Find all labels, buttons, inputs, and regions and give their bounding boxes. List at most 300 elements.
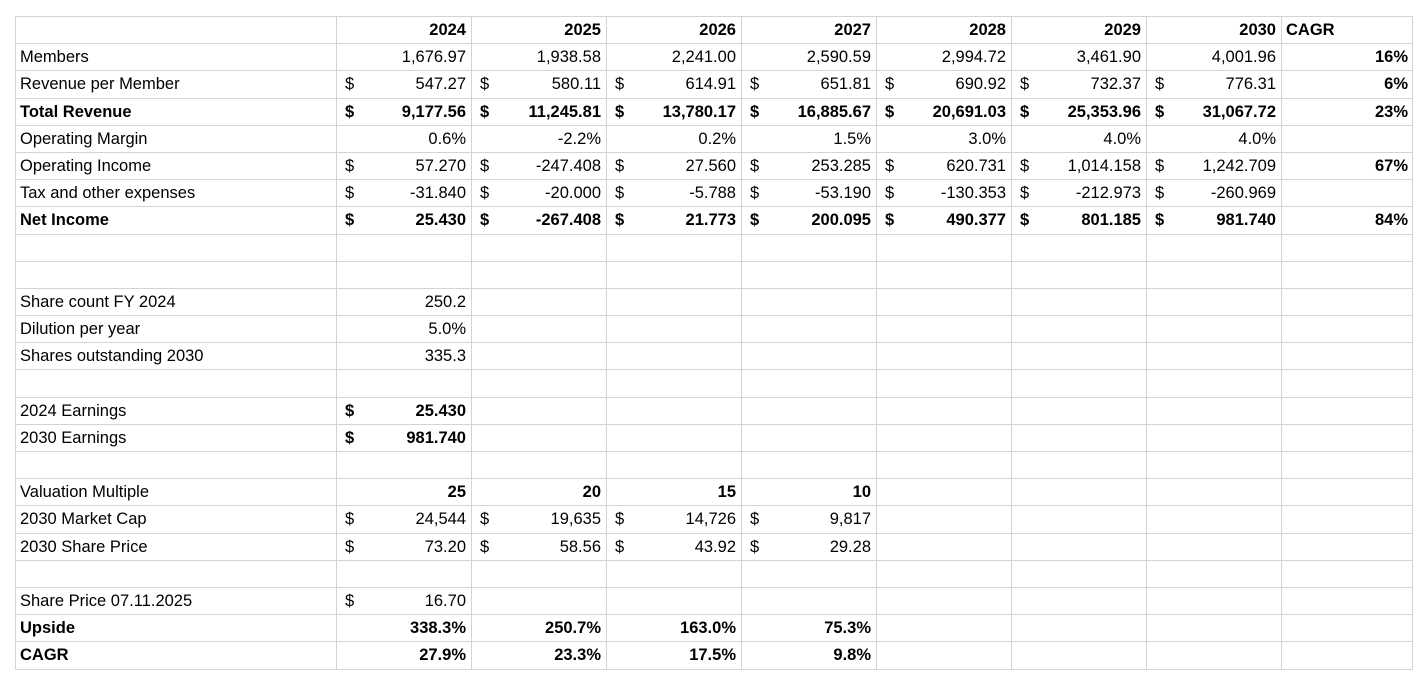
cagr-cell[interactable] xyxy=(1282,180,1413,207)
value-cell[interactable] xyxy=(877,234,1012,261)
value-cell[interactable] xyxy=(877,560,1012,587)
row-label-cell[interactable]: Operating Margin xyxy=(16,125,337,152)
value-cell[interactable] xyxy=(742,343,877,370)
value-cell[interactable] xyxy=(877,152,1012,179)
value-cell[interactable] xyxy=(1012,424,1147,451)
row-label-cell[interactable]: 2024 Earnings xyxy=(16,397,337,424)
value-cell[interactable] xyxy=(877,370,1012,397)
cell-value: 21.773 xyxy=(685,211,736,230)
value-cell[interactable] xyxy=(877,261,1012,288)
value-cell[interactable] xyxy=(607,316,742,343)
value-cell[interactable] xyxy=(337,424,472,451)
value-cell[interactable] xyxy=(472,44,607,71)
value-cell[interactable] xyxy=(472,316,607,343)
year-header-cell[interactable]: 2027 xyxy=(742,17,877,44)
value-cell[interactable] xyxy=(1147,533,1282,560)
value-cell[interactable] xyxy=(472,98,607,125)
row-label-cell[interactable]: Dilution per year xyxy=(16,316,337,343)
table-row xyxy=(16,288,1413,315)
value-cell[interactable] xyxy=(742,98,877,125)
value-cell[interactable] xyxy=(742,234,877,261)
cagr-cell[interactable]: 6% xyxy=(1282,71,1413,98)
value-cell[interactable] xyxy=(1012,452,1147,479)
value-cell[interactable] xyxy=(1147,615,1282,642)
cell-value: 25.430 xyxy=(415,211,466,230)
cell-value: 1,676.97 xyxy=(401,48,466,67)
value-cell[interactable] xyxy=(877,642,1012,669)
value-cell[interactable] xyxy=(742,370,877,397)
cell-value: 614.91 xyxy=(685,75,736,94)
table-row xyxy=(16,125,1413,152)
currency-symbol: $ xyxy=(345,591,355,610)
currency-symbol: $ xyxy=(345,401,355,420)
value-cell[interactable] xyxy=(472,343,607,370)
cell-value: 981.740 xyxy=(406,428,466,447)
row-label-cell[interactable] xyxy=(16,370,337,397)
currency-symbol: $ xyxy=(750,211,760,230)
value-cell[interactable] xyxy=(337,288,472,315)
cagr-cell[interactable] xyxy=(1282,615,1413,642)
value-cell[interactable] xyxy=(607,125,742,152)
cagr-cell[interactable] xyxy=(1282,261,1413,288)
value-cell[interactable] xyxy=(877,506,1012,533)
value-cell[interactable] xyxy=(742,533,877,560)
cell-value: 43.92 xyxy=(694,537,736,556)
cell-value: 57.270 xyxy=(415,156,466,175)
value-cell[interactable] xyxy=(1147,587,1282,614)
value-cell[interactable] xyxy=(472,642,607,669)
row-label-cell[interactable]: 2030 Market Cap xyxy=(16,506,337,533)
cell-value: -247.408 xyxy=(535,156,601,175)
value-cell[interactable] xyxy=(607,234,742,261)
value-cell[interactable] xyxy=(607,397,742,424)
value-cell[interactable] xyxy=(877,288,1012,315)
value-cell[interactable] xyxy=(472,125,607,152)
value-cell[interactable] xyxy=(877,44,1012,71)
cell-value: 2,241.00 xyxy=(671,48,736,67)
currency-symbol: $ xyxy=(480,156,490,175)
value-cell[interactable] xyxy=(607,180,742,207)
value-cell[interactable] xyxy=(472,424,607,451)
value-cell[interactable] xyxy=(1147,397,1282,424)
value-cell[interactable] xyxy=(877,71,1012,98)
value-cell[interactable] xyxy=(742,152,877,179)
value-cell[interactable] xyxy=(742,207,877,234)
cell-value: 73.20 xyxy=(424,537,466,556)
cell-value: 75.3% xyxy=(824,619,871,638)
table-row xyxy=(16,397,1413,424)
value-cell[interactable] xyxy=(742,506,877,533)
year-header-cell[interactable]: 2030 xyxy=(1147,17,1282,44)
value-cell[interactable] xyxy=(877,207,1012,234)
value-cell[interactable] xyxy=(1147,316,1282,343)
value-cell[interactable] xyxy=(472,207,607,234)
cagr-cell[interactable] xyxy=(1282,397,1413,424)
cell-value: 20,691.03 xyxy=(932,102,1006,121)
value-cell[interactable] xyxy=(1147,560,1282,587)
value-cell[interactable] xyxy=(607,261,742,288)
currency-symbol: $ xyxy=(480,75,490,94)
value-cell[interactable] xyxy=(1012,152,1147,179)
cagr-cell[interactable] xyxy=(1282,642,1413,669)
currency-symbol: $ xyxy=(345,428,355,447)
value-cell[interactable] xyxy=(1147,424,1282,451)
value-cell[interactable] xyxy=(742,560,877,587)
currency-symbol: $ xyxy=(1020,102,1030,121)
value-cell[interactable] xyxy=(1147,506,1282,533)
cell-value: 27.9% xyxy=(419,646,466,665)
cell-value: 981.740 xyxy=(1216,211,1276,230)
table-row xyxy=(16,44,1413,71)
currency-symbol: $ xyxy=(750,102,760,121)
row-label-cell[interactable]: Share count FY 2024 xyxy=(16,288,337,315)
cell-value: -20.000 xyxy=(545,184,601,203)
value-cell[interactable] xyxy=(472,370,607,397)
year-header-cell[interactable]: 2025 xyxy=(472,17,607,44)
value-cell[interactable] xyxy=(337,642,472,669)
currency-symbol: $ xyxy=(615,537,625,556)
value-cell[interactable] xyxy=(1147,370,1282,397)
table-row xyxy=(16,370,1413,397)
value-cell[interactable] xyxy=(1147,288,1282,315)
value-cell[interactable] xyxy=(1012,71,1147,98)
value-cell[interactable] xyxy=(472,397,607,424)
value-cell[interactable] xyxy=(337,615,472,642)
value-cell[interactable] xyxy=(607,370,742,397)
cell-value: 13,780.17 xyxy=(662,102,736,121)
value-cell[interactable] xyxy=(742,71,877,98)
value-cell[interactable] xyxy=(1012,397,1147,424)
value-cell[interactable] xyxy=(337,234,472,261)
value-cell[interactable] xyxy=(1012,288,1147,315)
cell-value: 3,461.90 xyxy=(1076,48,1141,67)
currency-symbol: $ xyxy=(480,211,490,230)
value-cell[interactable] xyxy=(607,560,742,587)
value-cell[interactable] xyxy=(742,615,877,642)
value-cell[interactable] xyxy=(607,98,742,125)
cagr-cell[interactable] xyxy=(1282,370,1413,397)
cell-value: 2,994.72 xyxy=(941,48,1006,67)
value-cell[interactable] xyxy=(337,261,472,288)
cagr-cell[interactable] xyxy=(1282,234,1413,261)
value-cell[interactable] xyxy=(472,261,607,288)
value-cell[interactable] xyxy=(1147,452,1282,479)
value-cell[interactable] xyxy=(1012,615,1147,642)
cagr-cell[interactable]: 23% xyxy=(1282,98,1413,125)
currency-symbol: $ xyxy=(615,102,625,121)
value-cell[interactable] xyxy=(742,44,877,71)
row-label-cell[interactable]: Members xyxy=(16,44,337,71)
value-cell[interactable] xyxy=(1147,44,1282,71)
currency-symbol: $ xyxy=(750,156,760,175)
value-cell[interactable] xyxy=(607,642,742,669)
value-cell[interactable] xyxy=(472,479,607,506)
row-label-cell[interactable]: 2030 Share Price xyxy=(16,533,337,560)
cell-value: 20 xyxy=(582,483,601,502)
cagr-cell[interactable] xyxy=(1282,424,1413,451)
cell-value: 690.92 xyxy=(955,75,1006,94)
value-cell[interactable] xyxy=(607,424,742,451)
cell-value: 16.70 xyxy=(424,591,466,610)
cell-value: 25.430 xyxy=(415,401,466,420)
value-cell[interactable] xyxy=(877,424,1012,451)
cell-value: -267.408 xyxy=(535,211,601,230)
value-cell[interactable] xyxy=(472,234,607,261)
value-cell[interactable] xyxy=(877,343,1012,370)
cell-value: 27.560 xyxy=(685,156,736,175)
value-cell[interactable] xyxy=(607,615,742,642)
currency-symbol: $ xyxy=(1155,211,1165,230)
value-cell[interactable] xyxy=(337,44,472,71)
table-row xyxy=(16,452,1413,479)
value-cell[interactable] xyxy=(1147,479,1282,506)
table-row xyxy=(16,152,1413,179)
value-cell[interactable] xyxy=(877,98,1012,125)
value-cell[interactable] xyxy=(1147,71,1282,98)
year-header-cell[interactable]: 2029 xyxy=(1012,17,1147,44)
value-cell[interactable] xyxy=(607,533,742,560)
value-cell[interactable] xyxy=(742,288,877,315)
value-cell[interactable] xyxy=(607,506,742,533)
row-label-cell[interactable]: Tax and other expenses xyxy=(16,180,337,207)
value-cell[interactable] xyxy=(607,343,742,370)
cell-value: 3.0% xyxy=(968,129,1006,148)
value-cell[interactable] xyxy=(1147,343,1282,370)
cagr-cell[interactable]: 67% xyxy=(1282,152,1413,179)
cagr-cell[interactable] xyxy=(1282,560,1413,587)
row-label-cell[interactable] xyxy=(16,452,337,479)
value-cell[interactable] xyxy=(337,152,472,179)
row-label-cell[interactable] xyxy=(16,234,337,261)
cell-value: -2.2% xyxy=(557,129,601,148)
value-cell[interactable] xyxy=(1147,642,1282,669)
value-cell[interactable] xyxy=(1012,125,1147,152)
value-cell[interactable] xyxy=(472,288,607,315)
value-cell[interactable] xyxy=(337,71,472,98)
value-cell[interactable] xyxy=(607,479,742,506)
value-cell[interactable] xyxy=(877,316,1012,343)
value-cell[interactable] xyxy=(472,506,607,533)
value-cell[interactable] xyxy=(877,533,1012,560)
value-cell[interactable] xyxy=(337,343,472,370)
row-label-cell[interactable]: 2030 Earnings xyxy=(16,424,337,451)
currency-symbol: $ xyxy=(750,75,760,94)
value-cell[interactable] xyxy=(877,397,1012,424)
cell-value: 1,014.158 xyxy=(1067,156,1141,175)
year-header-cell[interactable]: 2024 xyxy=(337,17,472,44)
cell-value: 335.3 xyxy=(424,347,466,366)
spreadsheet-table xyxy=(15,16,1413,670)
value-cell[interactable] xyxy=(607,71,742,98)
value-cell[interactable] xyxy=(1012,642,1147,669)
cell-value: 4.0% xyxy=(1103,129,1141,148)
value-cell[interactable] xyxy=(337,506,472,533)
row-label-cell[interactable] xyxy=(16,261,337,288)
value-cell[interactable] xyxy=(1147,261,1282,288)
cell-value: 29.28 xyxy=(829,537,871,556)
cell-value: 19,635 xyxy=(550,510,601,529)
value-cell[interactable] xyxy=(607,587,742,614)
value-cell[interactable] xyxy=(742,452,877,479)
value-cell[interactable] xyxy=(337,533,472,560)
cell-value: 10 xyxy=(852,483,871,502)
value-cell[interactable] xyxy=(877,180,1012,207)
value-cell[interactable] xyxy=(607,44,742,71)
currency-symbol: $ xyxy=(345,510,355,529)
value-cell[interactable] xyxy=(1012,180,1147,207)
value-cell[interactable] xyxy=(607,152,742,179)
row-label-cell[interactable]: Revenue per Member xyxy=(16,71,337,98)
value-cell[interactable] xyxy=(607,452,742,479)
currency-symbol: $ xyxy=(885,211,895,230)
cagr-cell[interactable] xyxy=(1282,479,1413,506)
cell-value: 163.0% xyxy=(680,619,736,638)
value-cell[interactable] xyxy=(742,180,877,207)
value-cell[interactable] xyxy=(337,479,472,506)
table-row xyxy=(16,98,1413,125)
value-cell[interactable] xyxy=(1012,506,1147,533)
cagr-cell[interactable] xyxy=(1282,125,1413,152)
value-cell[interactable] xyxy=(742,316,877,343)
table-row xyxy=(16,71,1413,98)
cell-value: 31,067.72 xyxy=(1202,102,1276,121)
value-cell[interactable] xyxy=(472,452,607,479)
row-label-cell[interactable] xyxy=(16,560,337,587)
value-cell[interactable] xyxy=(1012,533,1147,560)
table-row xyxy=(16,180,1413,207)
value-cell[interactable] xyxy=(1147,152,1282,179)
table-row xyxy=(16,560,1413,587)
currency-symbol: $ xyxy=(480,537,490,556)
row-label-cell[interactable]: Upside xyxy=(16,615,337,642)
value-cell[interactable] xyxy=(1012,234,1147,261)
value-cell[interactable] xyxy=(877,452,1012,479)
cell-value: 9,817 xyxy=(829,510,871,529)
cell-value: 547.27 xyxy=(415,75,466,94)
value-cell[interactable] xyxy=(877,479,1012,506)
currency-symbol: $ xyxy=(885,102,895,121)
cagr-cell[interactable] xyxy=(1282,288,1413,315)
value-cell[interactable] xyxy=(742,587,877,614)
row-label-cell[interactable]: Net Income xyxy=(16,207,337,234)
cell-value: 14,726 xyxy=(685,510,736,529)
value-cell[interactable] xyxy=(337,207,472,234)
value-cell[interactable] xyxy=(472,533,607,560)
value-cell[interactable] xyxy=(1012,343,1147,370)
cagr-cell[interactable] xyxy=(1282,587,1413,614)
value-cell[interactable] xyxy=(472,180,607,207)
value-cell[interactable] xyxy=(1012,261,1147,288)
value-cell[interactable] xyxy=(607,207,742,234)
header-corner-cell[interactable] xyxy=(16,17,337,44)
value-cell[interactable] xyxy=(742,424,877,451)
cagr-cell[interactable]: 84% xyxy=(1282,207,1413,234)
value-cell[interactable] xyxy=(742,479,877,506)
value-cell[interactable] xyxy=(1147,180,1282,207)
cell-value: -53.190 xyxy=(815,184,871,203)
currency-symbol: $ xyxy=(885,184,895,203)
cell-value: 25 xyxy=(447,483,466,502)
value-cell[interactable] xyxy=(1012,44,1147,71)
value-cell[interactable] xyxy=(472,152,607,179)
cagr-cell[interactable] xyxy=(1282,506,1413,533)
currency-symbol: $ xyxy=(615,156,625,175)
value-cell[interactable] xyxy=(337,316,472,343)
value-cell[interactable] xyxy=(337,587,472,614)
currency-symbol: $ xyxy=(345,102,355,121)
value-cell[interactable] xyxy=(337,180,472,207)
value-cell[interactable] xyxy=(337,125,472,152)
cell-value: 200.095 xyxy=(811,211,871,230)
value-cell[interactable] xyxy=(337,370,472,397)
value-cell[interactable] xyxy=(877,125,1012,152)
value-cell[interactable] xyxy=(607,288,742,315)
cell-value: 490.377 xyxy=(946,211,1006,230)
currency-symbol: $ xyxy=(345,184,355,203)
row-label-cell[interactable]: Total Revenue xyxy=(16,98,337,125)
table-row xyxy=(16,424,1413,451)
year-header-cell[interactable]: 2028 xyxy=(877,17,1012,44)
value-cell[interactable] xyxy=(472,587,607,614)
currency-symbol: $ xyxy=(885,75,895,94)
value-cell[interactable] xyxy=(337,98,472,125)
value-cell[interactable] xyxy=(472,71,607,98)
value-cell[interactable] xyxy=(1012,370,1147,397)
cell-value: 25,353.96 xyxy=(1067,102,1141,121)
value-cell[interactable] xyxy=(1147,207,1282,234)
currency-symbol: $ xyxy=(1155,102,1165,121)
cagr-cell[interactable] xyxy=(1282,316,1413,343)
value-cell[interactable] xyxy=(472,615,607,642)
currency-symbol: $ xyxy=(615,510,625,529)
value-cell[interactable] xyxy=(1012,98,1147,125)
value-cell[interactable] xyxy=(1147,125,1282,152)
row-label-cell[interactable]: CAGR xyxy=(16,642,337,669)
value-cell[interactable] xyxy=(337,452,472,479)
value-cell[interactable] xyxy=(1012,479,1147,506)
value-cell[interactable] xyxy=(742,642,877,669)
value-cell[interactable] xyxy=(742,125,877,152)
value-cell[interactable] xyxy=(1147,234,1282,261)
value-cell[interactable] xyxy=(877,587,1012,614)
value-cell[interactable] xyxy=(472,560,607,587)
row-label-cell[interactable]: Share Price 07.11.2025 xyxy=(16,587,337,614)
year-header-cell[interactable]: 2026 xyxy=(607,17,742,44)
value-cell[interactable] xyxy=(337,397,472,424)
value-cell[interactable] xyxy=(742,397,877,424)
cagr-header-cell[interactable]: CAGR xyxy=(1282,17,1413,44)
cell-value: 580.11 xyxy=(551,75,601,94)
row-label-cell[interactable]: Valuation Multiple xyxy=(16,479,337,506)
value-cell[interactable] xyxy=(1012,207,1147,234)
value-cell[interactable] xyxy=(1012,560,1147,587)
cagr-cell[interactable] xyxy=(1282,533,1413,560)
cagr-cell[interactable]: 16% xyxy=(1282,44,1413,71)
value-cell[interactable] xyxy=(1012,587,1147,614)
row-label-cell[interactable]: Shares outstanding 2030 xyxy=(16,343,337,370)
cell-value: 4,001.96 xyxy=(1211,48,1276,67)
value-cell[interactable] xyxy=(1012,316,1147,343)
value-cell[interactable] xyxy=(1147,98,1282,125)
value-cell[interactable] xyxy=(742,261,877,288)
cagr-cell[interactable] xyxy=(1282,343,1413,370)
row-label-cell[interactable]: Operating Income xyxy=(16,152,337,179)
cell-value: 5.0% xyxy=(428,320,466,339)
currency-symbol: $ xyxy=(750,537,760,556)
value-cell[interactable] xyxy=(877,615,1012,642)
value-cell[interactable] xyxy=(337,560,472,587)
cagr-cell[interactable] xyxy=(1282,452,1413,479)
